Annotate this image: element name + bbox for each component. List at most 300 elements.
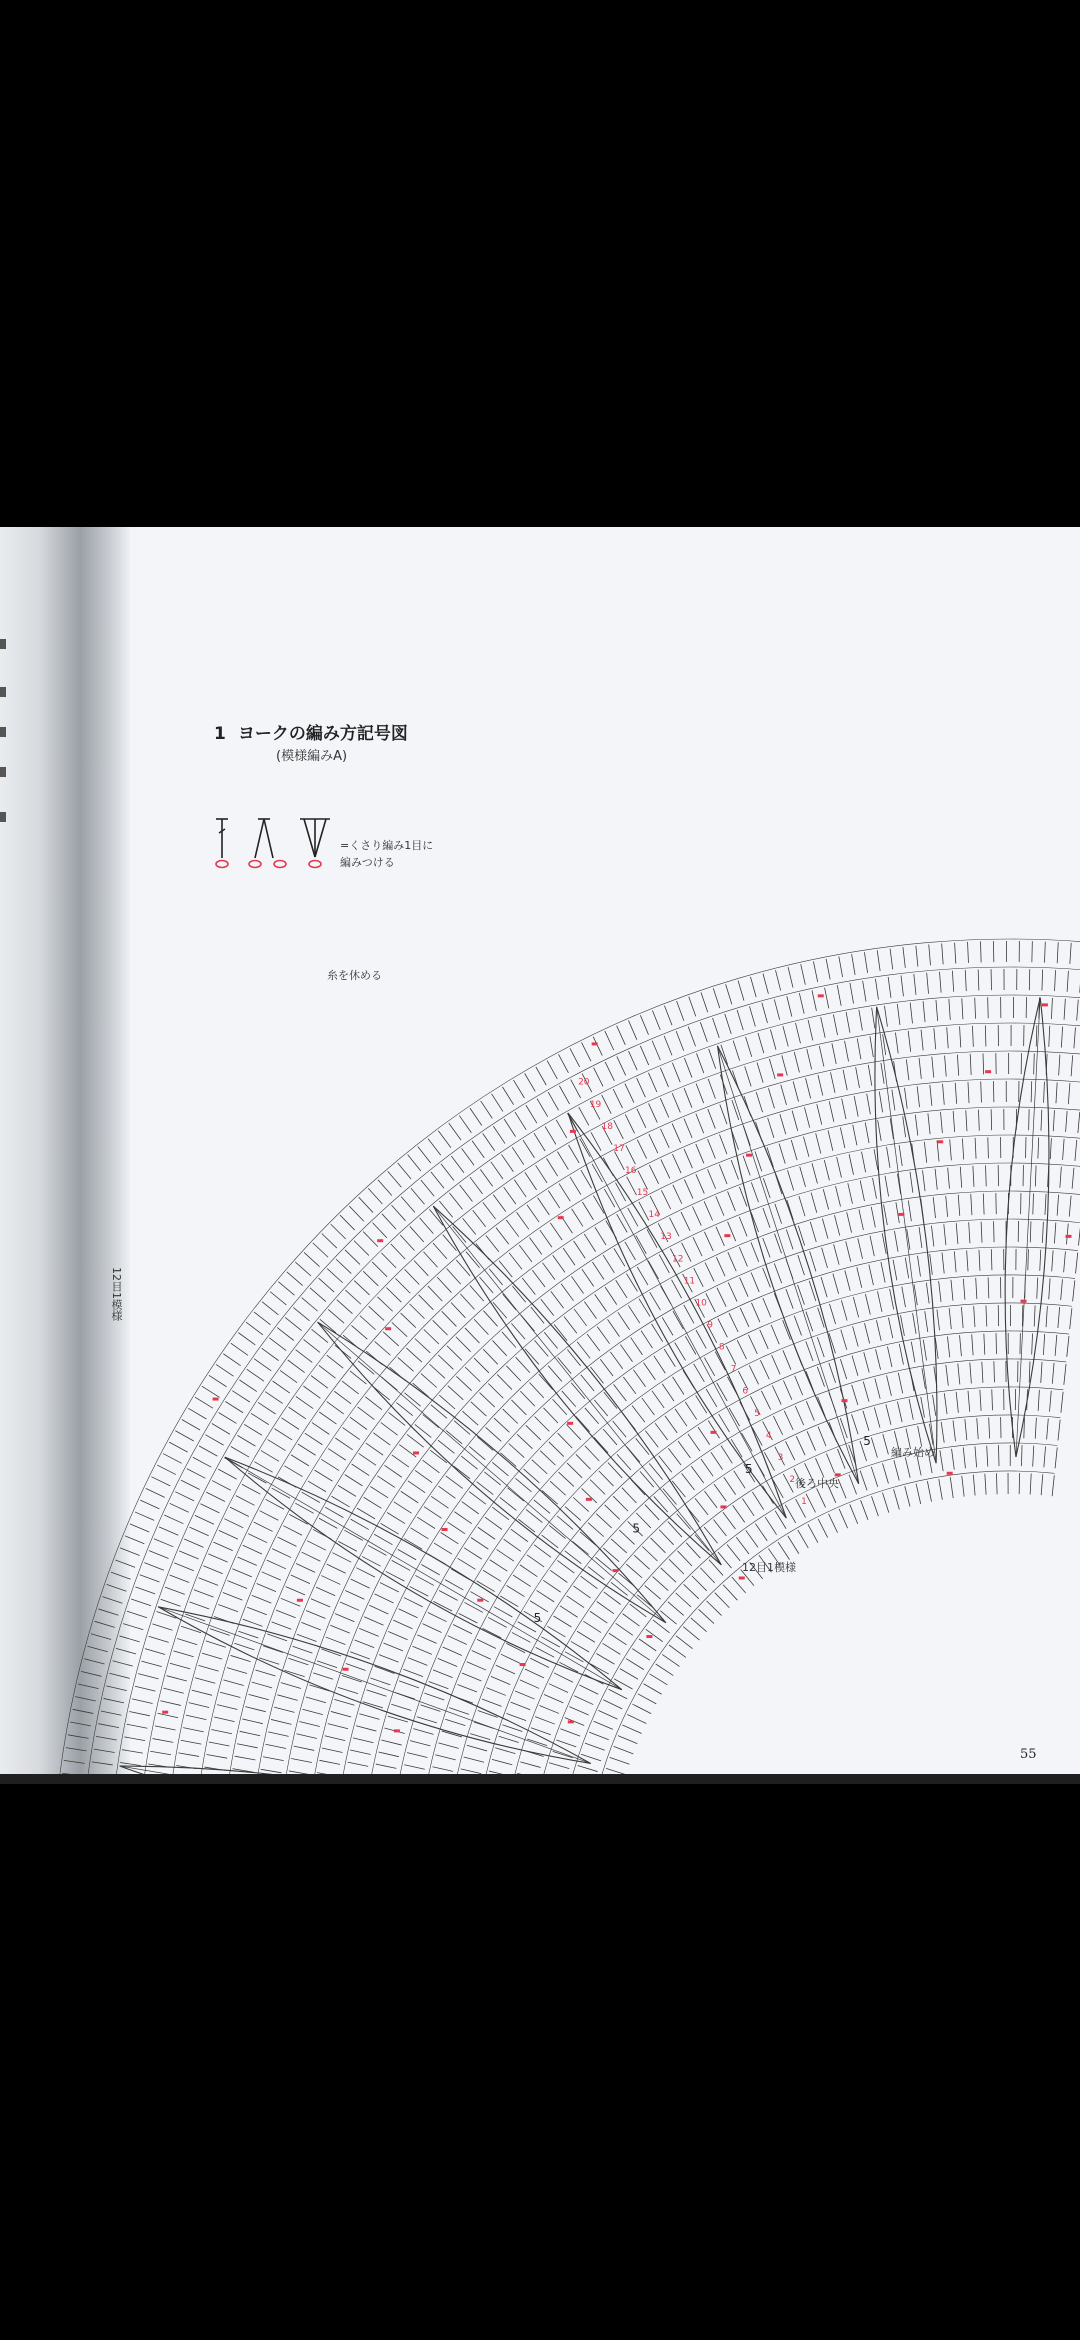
stitch-mark <box>504 1119 515 1137</box>
stitch-mark <box>672 1093 680 1112</box>
stitch-mark <box>958 1364 960 1385</box>
stitch-mark <box>584 1234 595 1252</box>
stitch-mark <box>106 1686 126 1691</box>
stitch-mark <box>493 1126 505 1143</box>
stitch-mark <box>548 1092 558 1110</box>
stitch-mark <box>616 1280 627 1298</box>
stitch-mark <box>205 1435 223 1445</box>
stitch-mark <box>234 1643 254 1650</box>
stitch-mark <box>559 1054 569 1073</box>
stitch-mark <box>937 1141 939 1162</box>
stitch-mark <box>431 1172 444 1188</box>
stitch-mark <box>87 1646 107 1652</box>
stitch-mark <box>203 1566 222 1574</box>
stitch-mark <box>541 1299 554 1316</box>
stitch-mark <box>625 1114 634 1133</box>
stitch-mark <box>613 1421 626 1437</box>
stitch-mark <box>1077 1000 1079 1021</box>
stitch-mark <box>649 1134 658 1153</box>
stitch-mark <box>603 1700 622 1709</box>
stitch-mark <box>1050 1138 1051 1159</box>
stitch-mark <box>1029 1109 1030 1130</box>
stitch-mark <box>242 1719 262 1724</box>
stitch-mark <box>363 1232 378 1247</box>
stitch-mark <box>514 1180 526 1197</box>
stitch-mark <box>610 1757 630 1764</box>
stitch-mark <box>1067 1336 1069 1357</box>
stitch-mark <box>446 1430 462 1443</box>
stitch-mark <box>284 1466 302 1477</box>
stitch-mark <box>780 1114 786 1134</box>
row-number: 16 <box>625 1165 637 1176</box>
stitch-mark <box>841 1300 847 1320</box>
stitch-mark <box>392 1560 410 1570</box>
stitch-mark <box>492 1507 509 1520</box>
row-number: 13 <box>660 1232 672 1243</box>
red-marker <box>567 1422 573 1425</box>
stitch-mark <box>935 1169 937 1190</box>
stitch-mark <box>774 999 779 1019</box>
stitch-mark <box>701 992 708 1012</box>
stitch-mark <box>743 1156 750 1176</box>
stitch-mark <box>917 1256 920 1277</box>
stitch-mark <box>739 1187 746 1207</box>
stitch-mark <box>652 1041 660 1060</box>
stitch-mark <box>788 1536 799 1554</box>
stitch-mark <box>289 1407 306 1419</box>
stitch-mark <box>384 1643 403 1651</box>
stitch-mark <box>841 1330 847 1350</box>
stitch-mark <box>448 1636 467 1645</box>
stitch-mark <box>359 1714 379 1720</box>
stitch-mark <box>897 1402 902 1422</box>
stitch-mark <box>846 1241 851 1261</box>
stitch-mark <box>728 1252 736 1271</box>
stitch-mark <box>517 1212 529 1229</box>
stitch-mark <box>536 1067 546 1085</box>
stitch-mark <box>483 1349 498 1364</box>
stitch-mark <box>401 1491 418 1503</box>
stitch-mark <box>435 1755 455 1760</box>
stitch-mark <box>370 1678 390 1685</box>
stitch-mark <box>862 1152 866 1173</box>
stitch-mark <box>736 1537 749 1554</box>
stitch-mark <box>276 1610 296 1618</box>
stitch-mark <box>488 1384 503 1399</box>
stitch-mark <box>218 1604 238 1611</box>
stitch-mark <box>261 1769 282 1773</box>
stitch-mark <box>145 1649 165 1655</box>
stitch-mark <box>249 1694 269 1699</box>
stitch-mark <box>238 1333 255 1345</box>
stitch-mark <box>800 1167 806 1187</box>
stitch-mark <box>673 1311 683 1329</box>
stitch-mark <box>684 1088 692 1107</box>
stitch-mark <box>209 1742 230 1746</box>
stitch-mark <box>438 1486 455 1498</box>
stitch-mark <box>506 1220 519 1237</box>
stitch-mark <box>644 1684 662 1695</box>
stitch-mark <box>715 1593 730 1608</box>
stitch-mark <box>301 1622 321 1630</box>
stitch-mark <box>529 1382 543 1397</box>
stitch-mark <box>761 1391 770 1410</box>
stitch-mark <box>829 1514 838 1533</box>
stitch-mark <box>262 1348 279 1360</box>
stitch-mark <box>1041 1110 1042 1131</box>
stitch-mark <box>278 1537 297 1546</box>
stitch-mark <box>909 1399 913 1420</box>
stitch-mark <box>369 1306 384 1320</box>
stitch-mark <box>839 956 843 977</box>
red-marker <box>570 1130 576 1133</box>
stitch-mark <box>542 1263 554 1280</box>
stitch-mark <box>767 1147 773 1167</box>
stitch-mark <box>554 1324 567 1340</box>
stitch-mark <box>884 1204 888 1225</box>
stitch-mark <box>429 1364 444 1378</box>
stitch-mark <box>345 1590 364 1599</box>
stitch-mark <box>798 1530 809 1548</box>
stitch-mark <box>685 1402 697 1420</box>
stitch-mark <box>319 1278 335 1292</box>
stitch-mark <box>932 1057 934 1078</box>
stitch-mark <box>511 1702 531 1710</box>
stitch-mark <box>822 1218 828 1238</box>
stitch-mark <box>459 1116 471 1133</box>
stitch-mark <box>140 1575 160 1582</box>
stitch-mark <box>571 1383 585 1399</box>
stitch-mark <box>368 1188 382 1204</box>
stitch-mark <box>81 1671 101 1676</box>
stitch-mark <box>392 1455 409 1467</box>
stitch-mark <box>415 1339 430 1353</box>
stitch-mark <box>471 1402 486 1416</box>
stitch-mark <box>651 1538 666 1553</box>
stitch-mark <box>335 1438 352 1450</box>
stitch-mark <box>187 1469 206 1479</box>
red-marker <box>162 1711 168 1714</box>
stitch-mark <box>486 1427 502 1441</box>
stitch-mark <box>398 1357 414 1371</box>
stitch-mark <box>247 1369 264 1381</box>
stitch-mark <box>433 1243 447 1259</box>
stitch-mark <box>421 1374 437 1388</box>
stitch-mark <box>627 1714 646 1723</box>
stitch-mark <box>594 1437 608 1453</box>
stitch-mark <box>617 1214 627 1232</box>
stitch-mark <box>781 1085 787 1105</box>
leaf-vein <box>318 1322 666 1623</box>
stitch-mark <box>92 1762 113 1765</box>
leaf-motif <box>120 1766 574 1774</box>
stitch-mark <box>506 1366 520 1381</box>
stitch-mark <box>240 1731 261 1735</box>
stitch-mark <box>1070 943 1071 964</box>
stitch-mark <box>625 1242 636 1260</box>
row-number: 18 <box>601 1121 614 1132</box>
stitch-mark <box>1047 1419 1049 1440</box>
stitch-mark <box>232 1569 251 1577</box>
stitch-mark <box>928 1113 930 1134</box>
stitch-mark <box>675 1409 687 1426</box>
stitch-mark <box>962 998 963 1019</box>
stitch-mark <box>939 1281 941 1302</box>
stitch-mark <box>225 1402 243 1413</box>
stitch-mark <box>513 1080 524 1098</box>
stitch-mark <box>291 1759 312 1763</box>
stitch-mark <box>1053 1110 1054 1131</box>
stitch-mark <box>549 1763 569 1769</box>
stitch-mark <box>914 974 916 995</box>
stitch-mark <box>829 1304 835 1324</box>
stitch-mark <box>1071 1055 1073 1076</box>
stitch-mark <box>267 1634 287 1641</box>
stitch-mark <box>763 1238 770 1258</box>
stitch-mark <box>433 1767 453 1772</box>
red-marker <box>746 1154 752 1157</box>
stitch-mark <box>585 1408 599 1424</box>
stitch-mark <box>464 1757 484 1762</box>
stitch-mark <box>504 1187 516 1204</box>
stitch-mark <box>437 1277 451 1292</box>
stitch-mark <box>433 1601 452 1611</box>
stitch-mark <box>708 1420 719 1438</box>
stitch-mark <box>871 1207 875 1228</box>
stitch-mark <box>950 1477 953 1498</box>
stitch-mark <box>477 1437 493 1451</box>
stitch-mark <box>870 1236 874 1257</box>
stitch-mark <box>511 1400 526 1415</box>
stitch-mark <box>523 1140 534 1158</box>
stitch-mark <box>356 1726 376 1731</box>
stitch-mark <box>207 1755 228 1759</box>
stitch-mark <box>628 1208 638 1226</box>
stitch-mark <box>1052 1475 1054 1496</box>
stitch-mark <box>335 1614 354 1622</box>
stitch-mark <box>755 1524 767 1541</box>
stitch-mark <box>280 1370 297 1382</box>
stitch-mark <box>1035 1418 1036 1439</box>
stitch-mark <box>890 949 893 970</box>
stitch-mark <box>631 1337 643 1354</box>
stitch-mark <box>512 1147 524 1164</box>
stitch-mark <box>590 1611 607 1623</box>
stitch-mark <box>1061 1392 1063 1413</box>
stitch-mark <box>1074 1027 1076 1048</box>
stitch-mark <box>973 1166 974 1187</box>
stitch-mark <box>991 1109 992 1130</box>
stitch-mark <box>571 1276 583 1293</box>
stitch-mark <box>905 1457 910 1477</box>
row-arc <box>584 1471 1054 1774</box>
stitch-mark <box>1034 1306 1035 1327</box>
stitch-mark <box>817 1488 826 1507</box>
stitch-mark <box>1051 998 1052 1019</box>
stitch-mark <box>676 1593 692 1607</box>
stitch-mark <box>325 1507 343 1517</box>
stitch-mark <box>981 1222 982 1243</box>
red-marker <box>777 1073 783 1076</box>
stitch-mark <box>195 1515 214 1524</box>
stitch-mark <box>413 1383 429 1397</box>
stitch-mark <box>632 1406 645 1423</box>
stitch-mark <box>994 1221 995 1242</box>
stitch-mark <box>438 1440 454 1453</box>
stitch-mark <box>784 1411 793 1430</box>
stitch-mark <box>751 1182 758 1202</box>
stitch-mark <box>565 1551 582 1564</box>
stitch-mark <box>975 1138 976 1159</box>
stitch-mark <box>664 1036 672 1055</box>
stitch-mark <box>115 1560 135 1567</box>
stitch-mark <box>654 1356 666 1374</box>
row-number: 17 <box>613 1143 625 1154</box>
stitch-mark <box>408 1155 421 1171</box>
stitch-mark <box>434 1543 452 1554</box>
stitch-mark <box>574 1696 593 1705</box>
stitch-mark <box>826 1453 834 1472</box>
stitch-mark <box>1029 1361 1030 1382</box>
stitch-mark <box>620 1669 638 1680</box>
stitch-mark <box>404 1598 423 1607</box>
stitch-mark <box>572 1541 588 1554</box>
stitch-mark <box>864 1352 869 1372</box>
stitch-mark <box>122 1750 143 1753</box>
stitch-mark <box>273 1381 290 1393</box>
stitch-mark <box>763 1268 771 1288</box>
stitch-mark <box>921 1030 923 1051</box>
stitch-mark <box>345 1290 361 1304</box>
stitch-mark <box>414 1260 428 1275</box>
stitch-mark <box>120 1762 141 1765</box>
stitch-mark <box>960 1026 961 1047</box>
stitch-mark <box>355 1640 375 1648</box>
stitch-mark <box>334 1699 354 1705</box>
stitch-mark <box>870 1036 873 1057</box>
stitch-mark <box>840 1418 847 1438</box>
stitch-mark <box>483 1202 496 1219</box>
stitch-mark <box>852 1356 858 1376</box>
stitch-mark <box>281 1683 301 1689</box>
stitch-mark <box>571 1641 589 1652</box>
stitch-mark <box>677 1551 692 1566</box>
stitch-mark <box>302 1552 321 1561</box>
stitch-mark <box>519 1245 532 1262</box>
stitch-mark <box>537 1590 555 1601</box>
stitch-mark <box>170 1575 190 1583</box>
stitch-mark <box>572 1209 583 1227</box>
stitch-mark <box>978 1110 979 1131</box>
stitch-mark <box>640 1471 654 1487</box>
stitch-mark <box>908 1031 910 1052</box>
stitch-mark <box>543 1580 560 1592</box>
stitch-mark <box>381 1423 398 1436</box>
stitch-mark <box>336 1259 351 1273</box>
stitch-mark <box>985 1474 986 1495</box>
stitch-mark <box>603 1429 617 1445</box>
stitch-mark <box>1049 1278 1050 1299</box>
stitch-mark <box>553 1255 565 1272</box>
stitch-mark <box>127 1611 147 1617</box>
stitch-mark <box>899 1145 902 1166</box>
stitch-mark <box>496 1228 509 1245</box>
stitch-mark <box>78 1684 98 1689</box>
decrease-label: 5 <box>745 1461 753 1476</box>
stitch-mark <box>472 1650 491 1659</box>
stitch-mark <box>569 1707 588 1715</box>
stitch-mark <box>731 1439 742 1457</box>
page-number: 55 <box>1020 1747 1037 1762</box>
stitch-mark <box>248 1473 266 1483</box>
stitch-mark <box>809 1281 816 1301</box>
stitch-mark <box>859 1010 863 1031</box>
stitch-mark <box>181 1480 200 1489</box>
stitch-mark <box>877 950 880 971</box>
stitch-mark <box>611 1582 627 1595</box>
stitch-mark <box>377 1297 392 1311</box>
stitch-mark <box>898 1373 902 1394</box>
stitch-mark <box>73 1709 94 1713</box>
stitch-mark <box>526 1425 541 1440</box>
stitch-mark <box>668 1522 682 1538</box>
stitch-mark <box>988 1137 989 1158</box>
stitch-mark <box>64 1760 85 1763</box>
stitch-mark <box>604 1392 617 1408</box>
stitch-mark <box>103 1698 124 1702</box>
stitch-mark <box>645 1586 661 1600</box>
stitch-mark <box>854 1096 858 1117</box>
red-marker <box>213 1398 219 1401</box>
stitch-mark <box>456 1337 471 1352</box>
stitch-mark <box>319 1412 336 1424</box>
stitch-mark <box>459 1613 478 1623</box>
stitch-mark <box>291 1455 309 1466</box>
stitch-mark <box>460 1294 474 1310</box>
stitch-mark <box>751 1303 759 1322</box>
red-marker <box>520 1663 526 1666</box>
stitch-mark <box>976 1278 977 1299</box>
stitch-mark <box>869 1265 874 1285</box>
red-marker <box>1021 1300 1027 1303</box>
stitch-mark <box>1032 1333 1033 1354</box>
stitch-mark <box>1052 1363 1054 1384</box>
stitch-mark <box>576 1454 591 1469</box>
stitch-mark <box>342 1381 359 1394</box>
stitch-mark <box>344 1530 362 1540</box>
stitch-mark <box>288 1658 308 1665</box>
stitch-mark <box>1042 1222 1043 1243</box>
stitch-mark <box>923 1001 925 1022</box>
stitch-mark <box>415 1470 432 1482</box>
stitch-mark <box>857 1267 862 1287</box>
stitch-mark <box>296 1397 313 1409</box>
stitch-mark <box>338 1687 358 1693</box>
stitch-mark <box>806 1078 811 1098</box>
stitch-mark <box>614 1384 627 1401</box>
stitch-mark <box>720 1104 727 1124</box>
stitch-mark <box>885 1176 889 1197</box>
stitch-mark <box>963 1279 965 1300</box>
stitch-mark <box>1042 970 1043 991</box>
stitch-mark <box>701 1459 713 1476</box>
stitch-mark <box>149 1636 169 1642</box>
stitch-mark <box>467 1745 487 1751</box>
stitch-mark <box>433 1320 448 1335</box>
annotation-rest-yarn: 糸を休める <box>327 969 382 982</box>
stitch-mark <box>950 1139 952 1160</box>
stitch-mark <box>415 1424 431 1437</box>
